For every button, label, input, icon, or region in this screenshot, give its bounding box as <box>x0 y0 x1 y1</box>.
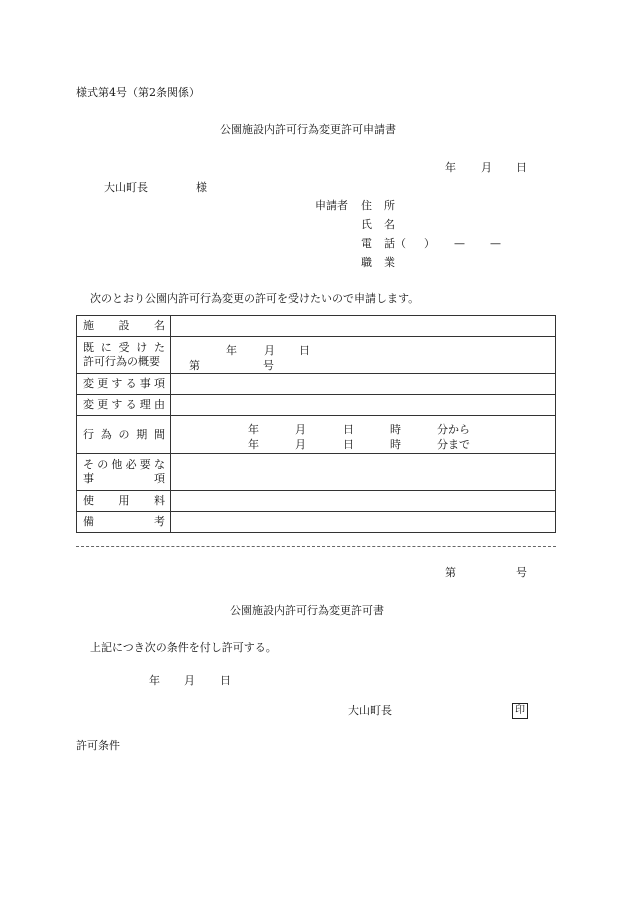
period-label <box>77 416 171 454</box>
phone-label-2: 話（ <box>384 237 406 250</box>
label-char: 考 <box>154 515 165 528</box>
label-char: 変 <box>83 377 94 390</box>
label-char: 行 <box>83 427 94 441</box>
period-to-month: 月 <box>295 437 306 451</box>
usage-fee-label-text <box>83 494 170 508</box>
occupation-label-1: 職 <box>361 256 372 269</box>
prior-permit-label-line-2: 許可行為の概要 <box>83 355 160 368</box>
permit-number-dai: 第 <box>445 566 456 579</box>
date-day: 日 <box>516 161 527 174</box>
label-char: 変 <box>83 398 94 411</box>
period-to-day: 日 <box>343 437 354 451</box>
facility-name-label <box>77 316 171 337</box>
usage-fee-label <box>77 491 171 512</box>
permit-date-day: 日 <box>220 674 231 687</box>
table-row <box>77 316 556 337</box>
label-char: 由 <box>153 398 165 411</box>
label-char: す <box>111 377 123 390</box>
facility-name-field[interactable] <box>171 316 556 337</box>
table-row <box>77 395 556 416</box>
prior-permit-field[interactable] <box>171 337 556 374</box>
prior-permit-year: 年 <box>226 343 237 357</box>
usage-fee-field[interactable] <box>171 491 556 512</box>
label-char: 更 <box>97 398 109 411</box>
label-char: 用 <box>118 494 130 507</box>
table-row <box>77 374 556 395</box>
label-char: 間 <box>154 427 165 441</box>
label-char: 必 <box>125 458 137 471</box>
phone-dash-2: — <box>490 237 501 250</box>
change-reason-field[interactable] <box>171 395 556 416</box>
change-reason-label <box>77 395 171 416</box>
label-char: 設 <box>118 319 130 332</box>
period-field[interactable] <box>171 416 556 454</box>
change-item-field[interactable] <box>171 374 556 395</box>
label-char: 理 <box>139 398 151 411</box>
label-char: 要 <box>139 458 151 471</box>
label-char: 事 <box>83 472 94 485</box>
label-char: 事 <box>139 377 151 390</box>
label-char: に <box>100 341 112 354</box>
period-label-text <box>83 428 170 442</box>
other-items-label-line-2 <box>83 472 170 486</box>
intro-text: 次のとおり公園内許可行為変更の許可を受けたいので申請します。 <box>90 292 420 305</box>
permit-text: 上記につき次の条件を付し許可する。 <box>90 641 277 654</box>
permit-conditions-label: 許可条件 <box>76 739 120 752</box>
phone-label-1: 電 <box>361 237 372 250</box>
label-char: の <box>118 427 130 441</box>
addressee-suffix: 様 <box>196 181 207 194</box>
label-char: 既 <box>83 341 94 354</box>
label-char: す <box>111 398 123 411</box>
permit-title: 公園施設内許可行為変更許可書 <box>230 604 384 617</box>
period-from-minute: 分から <box>437 422 470 436</box>
prior-permit-label <box>77 337 171 374</box>
label-char: た <box>154 341 165 354</box>
table-row <box>77 337 556 374</box>
label-char: 使 <box>83 494 94 507</box>
table-row <box>77 454 556 491</box>
table-row <box>77 512 556 533</box>
occupation-label-2: 業 <box>384 256 395 269</box>
table-row <box>77 491 556 512</box>
phone-dash-1: — <box>454 237 465 250</box>
period-to-year: 年 <box>248 437 259 451</box>
application-table <box>76 315 556 533</box>
period-to-minute: 分まで <box>437 437 470 451</box>
prior-permit-day: 日 <box>299 343 310 357</box>
label-char: 名 <box>154 319 165 332</box>
remarks-label-text <box>83 515 170 529</box>
period-to-hour: 時 <box>390 437 401 451</box>
period-from-month: 月 <box>295 422 306 436</box>
seal-mark: 印 <box>512 703 528 719</box>
other-items-field[interactable] <box>171 454 556 491</box>
label-char: の <box>97 458 109 471</box>
date-month: 月 <box>481 161 492 174</box>
permit-issuer: 大山町長 <box>348 704 392 717</box>
permit-date-year: 年 <box>149 674 160 687</box>
change-item-label <box>77 374 171 395</box>
remarks-label <box>77 512 171 533</box>
label-char: け <box>136 341 148 354</box>
name-label-2: 名 <box>384 218 395 231</box>
label-char: る <box>125 377 137 390</box>
name-label-1: 氏 <box>361 218 372 231</box>
applicant-label: 申請者 <box>315 199 348 212</box>
label-char: 受 <box>118 341 130 354</box>
phone-paren-close: ） <box>424 237 435 250</box>
table-row <box>77 416 556 454</box>
label-char: 更 <box>97 377 109 390</box>
period-from-day: 日 <box>343 422 354 436</box>
other-items-label <box>77 454 171 491</box>
remarks-field[interactable] <box>171 512 556 533</box>
permit-date-month: 月 <box>184 674 195 687</box>
label-char: る <box>125 398 137 411</box>
label-char: 為 <box>100 427 112 441</box>
label-char: 期 <box>136 427 148 441</box>
change-item-label-text <box>83 377 170 391</box>
cut-line <box>76 546 556 547</box>
other-items-label-line-1 <box>83 458 170 472</box>
prior-permit-go: 号 <box>263 358 274 372</box>
label-char: な <box>153 458 165 471</box>
addressee-name: 大山町長 <box>104 181 148 194</box>
date-year: 年 <box>445 161 456 174</box>
address-label-2: 所 <box>384 199 395 212</box>
label-char: 施 <box>83 319 94 332</box>
document-title: 公園施設内許可行為変更許可申請書 <box>220 123 396 136</box>
label-char: 料 <box>154 494 165 507</box>
label-char: そ <box>83 458 94 471</box>
label-char: 項 <box>153 377 165 390</box>
period-from-hour: 時 <box>390 422 401 436</box>
prior-permit-dai: 第 <box>189 358 200 372</box>
label-char: 備 <box>83 515 94 528</box>
label-char: 項 <box>154 472 165 485</box>
change-reason-label-text <box>83 398 170 412</box>
form-number: 様式第4号（第2条関係） <box>76 86 200 99</box>
prior-permit-label-line-1 <box>83 341 170 355</box>
prior-permit-month: 月 <box>264 343 275 357</box>
period-from-year: 年 <box>248 422 259 436</box>
address-label-1: 住 <box>361 199 372 212</box>
permit-number-go: 号 <box>516 566 527 579</box>
facility-name-label-text <box>83 319 170 333</box>
label-char: 他 <box>111 458 123 471</box>
